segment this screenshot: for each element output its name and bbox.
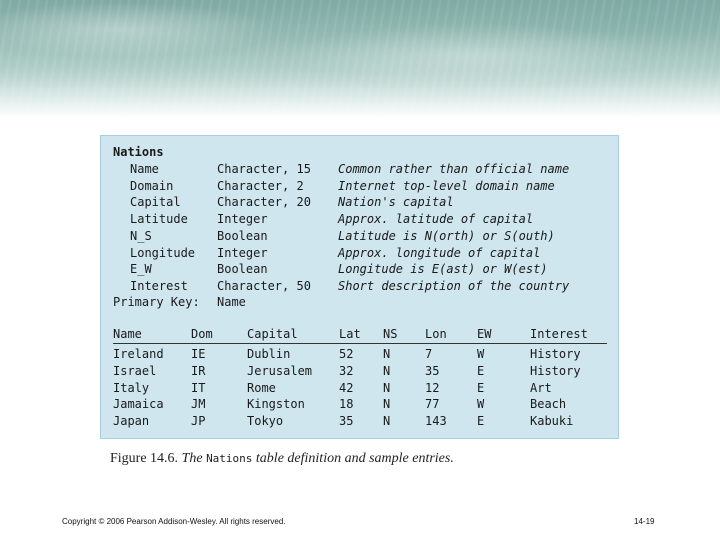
table-cell: E (477, 363, 485, 378)
table-cell: 52 (339, 347, 354, 361)
field-name: Longitude (130, 245, 196, 260)
column-header: Dom (191, 327, 213, 341)
table-cell: N (383, 397, 391, 412)
field-description: Internet top-level domain name (338, 178, 555, 193)
water-banner (0, 0, 720, 118)
caption-post: table definition and sample entries. (255, 451, 454, 466)
column-header: NS (383, 327, 398, 341)
field-name: Name (130, 162, 159, 176)
field-name: Domain (130, 178, 174, 193)
table-definition-title: Nations (113, 145, 164, 159)
table-cell: 7 (425, 347, 433, 361)
field-type: Integer (217, 245, 268, 260)
field-type: Character, 20 (217, 195, 311, 210)
table-cell: N (383, 347, 391, 361)
caption-figure-label: Figure 14.6. (110, 451, 179, 466)
table-cell: Kabuki (530, 414, 574, 429)
table-cell: IR (191, 363, 206, 378)
column-header: Name (113, 327, 142, 341)
field-name: Capital (130, 195, 181, 210)
table-cell: W (477, 397, 485, 412)
table-cell: History (530, 347, 581, 361)
field-description: Approx. longitude of capital (338, 245, 541, 260)
table-cell: 143 (425, 414, 447, 429)
table-cell: Art (530, 380, 552, 395)
table-cell: 77 (425, 397, 440, 412)
column-header: Lat (339, 327, 361, 341)
table-cell: JP (191, 414, 206, 429)
table-cell: History (530, 363, 581, 378)
table-cell: 12 (425, 380, 440, 395)
column-header: EW (477, 327, 492, 341)
field-description: Approx. latitude of capital (338, 212, 534, 227)
table-cell: Jerusalem (247, 363, 313, 378)
column-header: Lon (425, 327, 447, 341)
figure-box (100, 135, 619, 439)
primary-key-value: Name (217, 295, 246, 309)
table-cell: 35 (425, 363, 440, 378)
field-name: Interest (130, 278, 188, 293)
table-cell: W (477, 347, 485, 361)
table-cell: N (383, 380, 391, 395)
field-type: Character, 50 (217, 278, 311, 293)
caption-code: Nations (206, 452, 253, 465)
table-cell: Israel (113, 363, 157, 378)
table-cell: 42 (339, 380, 354, 395)
table-cell: N (383, 363, 391, 378)
column-header: Interest (530, 327, 588, 341)
field-name: N_S (130, 228, 152, 243)
table-cell: JM (191, 397, 206, 412)
field-description: Short description of the country (338, 278, 570, 293)
slide-number: 14-19 (634, 517, 655, 526)
table-cell: E (477, 414, 485, 429)
copyright-notice: Copyright © 2006 Pearson Addison-Wesley. All rights reserved. (62, 517, 286, 526)
table-cell: Japan (113, 414, 150, 429)
table-cell: Ireland (113, 347, 164, 361)
field-description: Longitude is E(ast) or W(est) (338, 262, 548, 277)
table-cell: IT (191, 380, 206, 395)
field-type: Character, 2 (217, 178, 304, 193)
table-cell: Beach (530, 397, 567, 412)
primary-key-label: Primary Key: (113, 295, 200, 309)
table-cell: Italy (113, 380, 150, 395)
header-rule (113, 343, 607, 344)
field-description: Nation's capital (338, 195, 454, 210)
field-description: Latitude is N(orth) or S(outh) (338, 228, 555, 243)
table-cell: N (383, 414, 391, 429)
table-cell: Jamaica (113, 397, 164, 412)
table-cell: Tokyo (247, 414, 284, 429)
field-name: Latitude (130, 212, 188, 227)
field-description: Common rather than official name (338, 162, 570, 176)
field-type: Character, 15 (217, 162, 311, 176)
column-header: Capital (247, 327, 298, 341)
field-type: Boolean (217, 262, 268, 277)
table-cell: 32 (339, 363, 354, 378)
figure-caption (110, 451, 454, 467)
table-cell: 18 (339, 397, 354, 412)
table-cell: E (477, 380, 485, 395)
field-type: Integer (217, 212, 268, 227)
table-cell: 35 (339, 414, 354, 429)
field-type: Boolean (217, 228, 268, 243)
table-cell: Kingston (247, 397, 305, 412)
table-cell: Rome (247, 380, 276, 395)
table-cell: IE (191, 347, 206, 361)
caption-pre: The (181, 451, 203, 466)
table-cell: Dublin (247, 347, 291, 361)
field-name: E_W (130, 262, 152, 277)
